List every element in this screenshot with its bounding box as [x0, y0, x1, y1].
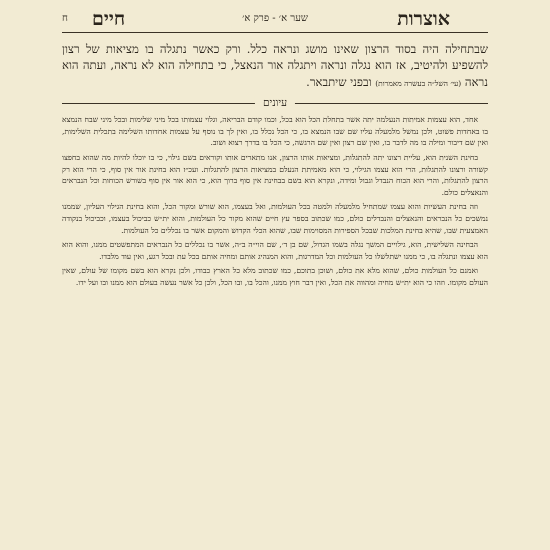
running-title-left: חיים: [92, 8, 126, 30]
running-subtitle: שער א׳ - פרק א׳: [242, 13, 308, 24]
running-title-right: אוצרות: [397, 8, 450, 30]
page-header: [62, 8, 488, 33]
main-text-note: (עי׳ השל״ה בעשרה מאמרות): [375, 78, 462, 88]
commentary-paragraph: בחינת השנית הוא, עליית רצונו יתה להתגלות, ומציאות אותו הרצון, אנו מתארים אותו וקוראים בשם גילוי, כי בו יוכלו להיות מה שהוא בחפצו קשורה ורצונו להתגלות, הרי הוא עצמו הגילוי, כי הוא מאמיתת הנעלם במציאות הרצון להתגלות. ועכ״ז הוא בחינת אור אין סוף, כי הרי הוא רק הרצון להתגלות, והרי הוא הכוח הנבדל וגבול ומידה, ונקרא הוא בשם בבחינת אין סוף ברוך הוא, כי הוא אור אין סוף בשורש הכוחות וכל הנבראים והנאצלים כולם.: [62, 153, 488, 197]
main-text-block: [62, 41, 488, 92]
commentary-heading-label: עיונים: [255, 96, 295, 110]
commentary-paragraph: וזה בחינת העשיות והוא עצמו שמתחיל מלמעלה ולמטה בכל העולמות, ואל בעצמו, הוא שורש ומקור הכל, והוא בחינת הגילוי העליון, שממנו נמשכים כל הנבראים והנאצלים והנבדלים כולם, כמו שכתוב בספר עץ חיים שהוא מקור כל העולמות, והוא ית״ש כביכול בעצמו, וכביכול בנקודה האמצעית שבו, שהיא בחינת המלכות שבכל הספירות המסוימות שבו, שהוא הכלי הקדוש והמקום אשר בו נכללים כל העולמות.: [62, 202, 488, 235]
main-text-tail: ובפני שיתבאר.: [306, 74, 372, 89]
main-text-body: שבתחילה היה בסוד הרצון שאינו מושג ונראה כלל. ורק כאשר נתגלה בו מציאות של רצון להשפיע ולהיטיב, אז הוא נגלה ונראה ויתגלה אור הנאצל, כי בתחילה הוא לא נראה, ועתה הוא נראה: [62, 42, 488, 89]
commentary-block: [62, 114, 488, 288]
commentary-paragraph: ואמנם כל העולמות כולם, שהוא מלא את כולם, ושוכן בתוכם, כמו שכתוב מלא כל הארץ כבודו, ולכן נקרא הוא בשם מקומו של עולם, שאין העולם מקומו. וזהו כי הוא ית״ש מחיה ומהווה את הכל, ואין דבר חוץ ממנו, והכל בו, ובו הכל, ולכן כל אשר נעשה בעולם הוא ממנו ובו ועל ידו.: [62, 266, 488, 287]
page-number: ח: [62, 13, 68, 24]
commentary-paragraph: אחד, הוא עצמות אמיתות הנעלמה יתה אשר בתחלת הכל הוא בכל, וכמו קודם הבריאה, וגלוי עצמותו בכל מיני שלימות ובכל מיני שבח הנמצא בו באחדות פשוט, ולכן נמשל מלמעלה עליו שם שבו הנמצא בו, כי הכל נכלל בו, ואין לך בו נוסף על עצמות אחדותו השלימה בתכלית השלימות, ואין שם דיבור ומילה בו מה לדבר בו, ואין שם רצון ואין שם הרגשה, כי הכל בו בדרך רצוא ושוב.: [62, 115, 488, 148]
commentary-heading: [62, 96, 488, 110]
commentary-paragraph: הבחינה השלישית, הוא, גילויים המשך נגלה בשמו הגדול, שם בן ד׳, שם הוי״ה ב״ה, אשר בו נכללים כל הנבראים המתפשטים ממנו, והוא הוא הוא עצמו ונתגלה בו, כי ממנו ישתלשלו כל העולמות וכל המדרגות, והוא המנהיג אותם ומחיה אותם בכל עת ובכל רגע, ואין עוד מלבדו.: [62, 240, 488, 261]
